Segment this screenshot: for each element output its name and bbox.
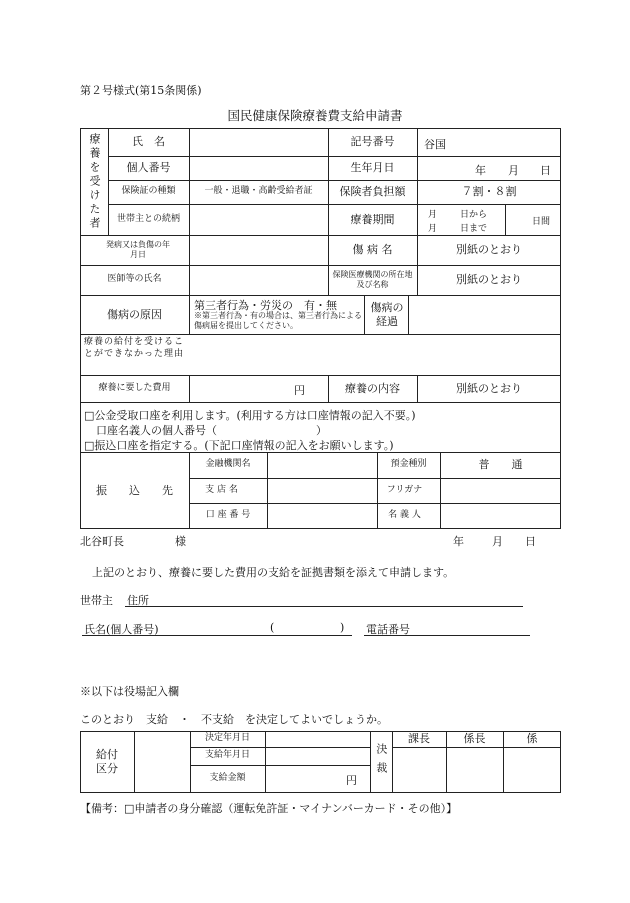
period-from: 日から: [460, 210, 488, 220]
office-note: 【備考：□申請者の身分確認（運転免許証・マイナンバーカード・その他）】: [80, 802, 458, 815]
page-title-text: 国民健康保険療養費支給申請書: [227, 108, 403, 123]
req-month: 月: [492, 535, 503, 548]
cost-label: 療養に要した費用: [98, 383, 171, 394]
name-label: 氏 名: [132, 135, 165, 149]
iryou-value: 別紙のとおり: [456, 273, 522, 287]
period-to: 日まで: [460, 224, 488, 234]
shiten-label: 支 店 名: [205, 484, 238, 495]
cause-label: 傷病の原因: [107, 307, 162, 321]
furigana-field[interactable]: [440, 478, 561, 503]
paren-close: ): [340, 621, 345, 634]
cost-yen: 円: [294, 384, 305, 397]
kyufu-label-text: 給付区分: [96, 748, 118, 775]
yokin-label: 預金種別: [390, 459, 427, 470]
doctor-label: 医師等の氏名: [107, 274, 162, 285]
shiten-field[interactable]: [267, 478, 377, 503]
kojin-field[interactable]: [189, 156, 328, 180]
req-year: 年: [453, 535, 464, 548]
side-label-text: 療養を受けた者: [88, 132, 101, 231]
kessai-label: [370, 731, 392, 793]
keika-field[interactable]: [408, 295, 561, 334]
kakari-stamp-field[interactable]: [503, 747, 561, 793]
onset-label: 発病又は負傷の年月日: [106, 240, 170, 259]
futan-value[interactable]: ７割・８割: [461, 185, 517, 199]
option-furikomi[interactable]: □振込口座を指定する。(下記口座情報の記入をお願いします。): [84, 439, 394, 452]
kigou-value[interactable]: 谷国: [424, 138, 446, 151]
ryouyou-kikan-label: 療養期間: [350, 212, 395, 226]
kingaku-yen: 円: [346, 774, 357, 787]
jusho-line[interactable]: [125, 606, 523, 607]
kojin-label: 個人番号: [126, 161, 171, 175]
furigana-label: フリガナ: [386, 484, 423, 495]
shoubyou-value: 別紙のとおり: [456, 243, 522, 257]
kakari-label: 係: [526, 732, 538, 746]
shimei-line[interactable]: [82, 635, 352, 636]
cause-note: ※第三者行為・有の場合は、第三者行為による傷病届を提出してください。: [194, 311, 362, 331]
reason-field[interactable]: [189, 334, 561, 375]
request-statement: 上記のとおり、療養に要した費用の支給を証拠書類を添えて申請します。: [92, 566, 455, 579]
meigi-label: 名 義 人: [388, 510, 421, 521]
option-koukin-sub: 口座名義人の個人番号（ ）: [96, 424, 327, 437]
period-month1: 月: [428, 210, 438, 220]
doctor-field[interactable]: [189, 265, 328, 295]
page-title: [0, 106, 630, 124]
kingaku-label: 支給金額: [209, 773, 246, 784]
shimei-label: 氏名(個人番号): [84, 623, 159, 636]
kessai-label-text: 決裁: [374, 743, 388, 781]
kachou-stamp-field[interactable]: [392, 747, 446, 793]
hokensho-value[interactable]: 一般・退職・高齢受給者証: [204, 186, 313, 197]
shikyu-date-label: 支給年月日: [204, 750, 250, 761]
kyufu-label: [80, 731, 134, 793]
onset-field[interactable]: [189, 235, 328, 265]
kigou-label: 記号番号: [350, 135, 395, 149]
phone-line[interactable]: [364, 635, 530, 636]
kakarichou-label: 係長: [463, 732, 486, 746]
reason-label: 療養の給付を受けることができなかった理由: [84, 337, 185, 360]
cause-main[interactable]: 第三者行為・労災の 有・無: [194, 299, 337, 312]
period-days: 日間: [532, 217, 551, 227]
naiyou-value: 別紙のとおり: [456, 382, 522, 396]
jusho-label: 住所: [127, 594, 149, 607]
kettei-label: 決定年月日: [204, 733, 250, 744]
setainushi-label: 世帯主との続柄: [116, 213, 180, 224]
mayor-label: 北谷町長: [80, 535, 124, 548]
yokin-value[interactable]: 普 通: [478, 458, 523, 472]
kouza-label: 口 座 番 号: [205, 510, 251, 521]
keika-label: 傷病の経過: [370, 300, 404, 328]
kakarichou-stamp-field[interactable]: [446, 747, 503, 793]
setainushi-field[interactable]: [189, 204, 328, 235]
bank-field[interactable]: [267, 452, 377, 478]
bank-label: 金融機関名: [205, 459, 251, 470]
shoubyou-label: 傷 病 名: [352, 243, 393, 257]
kachou-label: 課長: [408, 732, 430, 746]
birth-year: 年: [475, 164, 486, 177]
office-heading: ※以下は役場記入欄: [80, 685, 179, 698]
side-label: [80, 128, 108, 235]
furikomi-label: 振 込 先: [96, 483, 173, 497]
form-number: 第２号様式(第15条関係): [80, 84, 202, 97]
name-field[interactable]: [189, 128, 328, 156]
office-question: このとおり 支給 ・ 不支給 を決定してよいでしょうか。: [80, 713, 388, 726]
meigi-field[interactable]: [440, 503, 561, 529]
futan-label: 保険者負担額: [339, 185, 406, 199]
setainushi-title: 世帯主: [80, 594, 113, 607]
birth-day: 日: [540, 164, 551, 177]
option-koukin[interactable]: □公金受取口座を利用します。(利用する方は口座情報の記入不要。): [84, 409, 416, 422]
naiyou-label: 療養の内容: [345, 382, 400, 396]
birth-label: 生年月日: [350, 161, 395, 175]
hokensho-label: 保険証の種類: [121, 186, 176, 197]
phone-label: 電話番号: [366, 623, 410, 636]
period-month2: 月: [428, 224, 438, 234]
paren-open: (: [270, 621, 275, 634]
birth-month: 月: [508, 164, 519, 177]
sama-label: 様: [175, 535, 186, 548]
req-day: 日: [525, 535, 536, 548]
iryou-label: 保険医療機関の所在地及び名称: [332, 270, 413, 289]
kouza-field[interactable]: [267, 503, 377, 529]
